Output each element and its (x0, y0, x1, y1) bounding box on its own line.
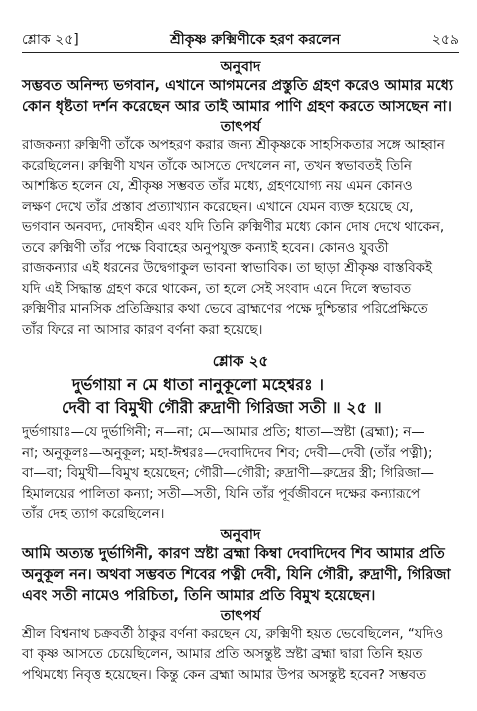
text-line: দুর্ভগায়াঃ—যে দুর্ভাগিনী; ন—না; মে—আমার প্রতি; ধাতা—স্রষ্টা (ব্রহ্মা); ন— (22, 425, 425, 440)
text-line: বা কৃষ্ণ আসতে চেয়েছিলেন, আমার প্রতি অসন্তুষ্ট স্রষ্টা ব্রহ্মা দ্বারা তিনি হয়ত (22, 647, 423, 662)
translation-heading-2: অনুবাদ (220, 526, 261, 543)
purport-text (22, 136, 459, 341)
verse-title: শ্লোক ২৫ (212, 352, 269, 370)
text-line: তাঁর ফিরে না আসার কারণ বর্ণনা করা হয়েছে। (22, 322, 263, 338)
text-line: সম্ভবত অনিন্দ্য ভগবান, এখানে আগমনের প্রস্তুতি গ্রহণ করেও আমার মধ্যে (22, 78, 454, 94)
translation-heading: অনুবাদ (220, 59, 261, 75)
verse-line-1: দুর্ভগায়া ন মে ধাতা নানুকূলো মহেশ্বরঃ । (72, 375, 324, 394)
text-line: রাজকন্যা রুক্মিণী তাঁকে অপহরণ করার জন্য শ্রীকৃষ্ণকে সাহসিকতার সঙ্গে আহ্বান (22, 138, 445, 153)
translation-text-2 (22, 544, 459, 607)
text-line: এবং সতী নামেও পরিচিতা, তিনি আমার প্রতি বিমুখ হয়েছেন। (22, 587, 376, 604)
header-verse-ref: শ্লোক ২৫] (22, 32, 79, 48)
page-body (22, 58, 459, 686)
text-line: অনুকূল নন। অথবা সম্ভবত শিবের পত্নী দেবী, যিনি গৌরী, রুদ্রাণী, গিরিজা (22, 566, 451, 583)
synonyms-text (22, 423, 459, 526)
text-line: কোন ধৃষ্টতা দর্শন করেছেন আর তাই আমার পাণি গ্রহণ করতে আসছেন না। (22, 99, 452, 115)
text-line: পথিমধ্যে নিবৃত্ত হয়েছেন। কিন্তু কেন ব্রহ্মা আমার উপর অসন্তুষ্ট হবেন? সম্ভবত (22, 667, 427, 683)
text-line: আশঙ্কিত হলেন যে, শ্রীকৃষ্ণ সম্ভবত তাঁর মধ্যে, গ্রহণযোগ্য নয় এমন কোনও (22, 179, 413, 194)
page-number: ২৫৯ (431, 32, 459, 48)
text-line: লক্ষণ দেখে তাঁর প্রস্তাব প্রত্যাখ্যান করেছেন। এখানে যেমন ব্যক্ত হয়েছে যে, (22, 199, 414, 215)
verse-line-2: দেবী বা বিমুখী গৌরী রুদ্রাণী গিরিজা সতী ॥ ২৫ ॥ (62, 398, 382, 417)
text-line: আমি অত্যন্ত দুর্ভাগিনী, কারণ স্রষ্টা ব্রহ্মা কিম্বা দেবাদিদেব শিব আমার প্রতি (22, 545, 445, 562)
text-line: হিমালয়ের পালিতা কন্যা; সতী—সতী, যিনি তাঁর পূর্বজীবনে দক্ষের কন্যারূপে (22, 486, 421, 502)
translation-text (22, 76, 459, 118)
text-line: বা—বা; বিমুখী—বিমুখ হয়েছেন; গৌরী—গৌরী; রুদ্রাণী—রুদ্রের স্ত্রী; গিরিজা— (22, 466, 434, 481)
purport-text-2 (22, 625, 459, 687)
text-line: করেছিলেন। রুক্মিণী যখন তাঁকে আসতে দেখলেন না, তখন স্বভাবতই তিনি (22, 158, 412, 174)
text-line: না; অনুকূলঃ—অনুকূল; মহা-ঈশ্বরঃ—দেবাদিদেব শিব; দেবী—দেবী (তাঁর পত্নী); (22, 445, 433, 461)
header-divider (22, 52, 459, 53)
text-line: যদি এই সিদ্ধান্ত গ্রহণ করে থাকেন, তা হলে সেই সংবাদ এনে দিলে স্বভাবত (22, 281, 412, 297)
purport-heading: তাৎপর্য (220, 119, 261, 135)
text-line: তাঁর দেহ ত্যাগ করেছিলেন। (22, 507, 165, 522)
text-line: রাজকন্যার এই ধরনের উদ্বেগাকুল ভাবনা স্বাভাবিক। তা ছাড়া শ্রীকৃষ্ণ বাস্তবিকই (22, 261, 432, 276)
page-header (22, 28, 459, 50)
text-line: তবে রুক্মিণী তাঁর পক্ষে বিবাহের অনুপযুক্ত কন্যাই হবেন। কোনও যুবতী (22, 240, 389, 256)
header-chapter-title: শ্রীকৃষ্ণ রুক্মিণীকে হরণ করলেন (170, 32, 341, 48)
text-line: রুক্মিণীর মানসিক প্রতিক্রিয়ার কথা ভেবে ব্রাহ্মণের পক্ষে দুশ্চিন্তার পরিপ্রেক্ষিতে (22, 302, 428, 317)
purport-heading-2: তাৎপর্য (220, 607, 261, 624)
text-line: ভগবান অনবদ্য, দোষহীন এবং যদি তিনি রুক্মিণীর মধ্যে কোন দোষ দেখে থাকেন, (22, 220, 445, 235)
text-line: শ্রীল বিশ্বনাথ চক্রবর্তী ঠাকুর বর্ণনা করছেন যে, রুক্মিণী হয়ত ভেবেছিলেন, “যদিও (22, 626, 444, 642)
